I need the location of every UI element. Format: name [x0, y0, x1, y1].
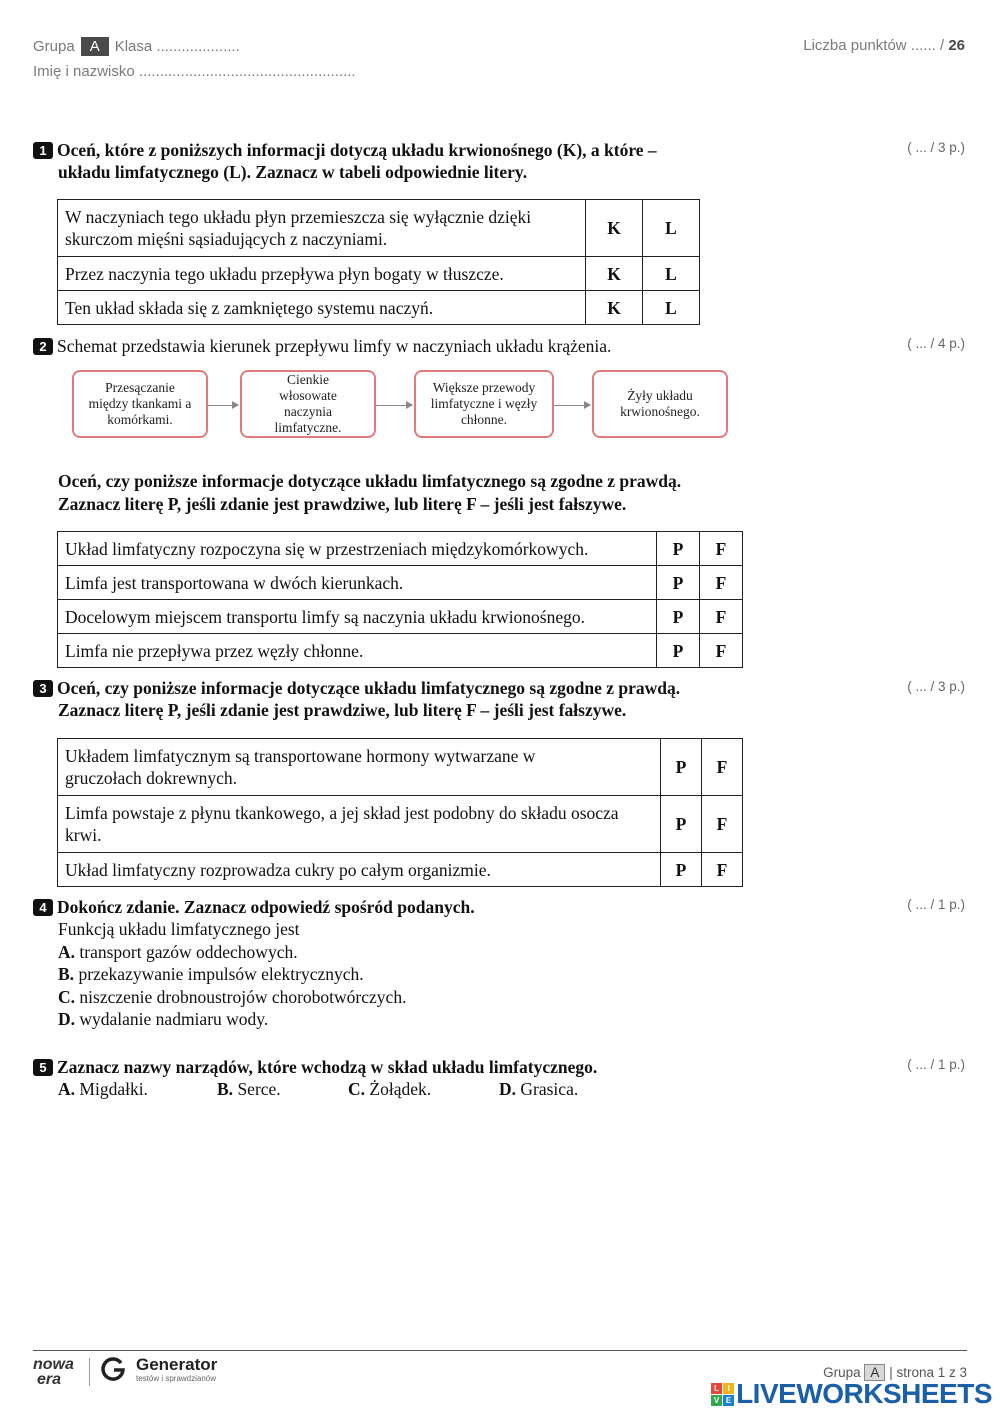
points-total: 26 [948, 37, 965, 54]
task1-points: ( ... / 3 p.) [907, 140, 965, 155]
answer-p[interactable]: P [657, 634, 700, 668]
answer-option[interactable]: C. niszczenie drobnoustrojów chorobotwórczych. [58, 986, 407, 1007]
table-row [58, 532, 743, 566]
task5-number: 5 [33, 1059, 53, 1076]
logo-separator [89, 1358, 90, 1386]
task2-instruction: Oceń, czy poniższe informacje dotyczące układu limfatycznego są zgodne z prawdą. Zaznacz literę P, jeśli zdanie jest prawdziwe, lub literę F – jeśli jest fałszywe. [58, 471, 682, 514]
statement-cell: Limfa powstaje z płynu tkankowego, a jej skład jest podobny do składu osocza krwi. [58, 796, 661, 853]
table-row [58, 291, 700, 325]
task2-number: 2 [33, 338, 53, 355]
task5-points: ( ... / 1 p.) [907, 1057, 965, 1072]
answer-p[interactable]: P [661, 853, 702, 887]
flow-step-4: Żyły układu krwionośnego. [592, 370, 728, 438]
liveworksheets-icon: L I V E [711, 1383, 734, 1406]
task5-title: Zaznacz nazwy narządów, które wchodzą w skład układu limfatycznego. [57, 1057, 598, 1077]
table-row [58, 853, 743, 887]
statement-cell: Układ limfatyczny rozpoczyna się w przestrzeniach międzykomórkowych. [58, 532, 657, 566]
answer-p[interactable]: P [657, 566, 700, 600]
task4-points: ( ... / 1 p.) [907, 897, 965, 912]
answer-k[interactable]: K [586, 291, 643, 325]
answer-f[interactable]: F [700, 600, 743, 634]
answer-option[interactable]: C. Żołądek. [348, 1079, 432, 1099]
class-field: Klasa .................... [114, 38, 240, 55]
answer-option[interactable]: A. transport gazów oddechowych. [58, 941, 298, 962]
statement-cell: Przez naczynia tego układu przepływa płyn bogaty w tłuszcze. [58, 257, 586, 291]
group-badge: A [81, 37, 109, 56]
task2-title: Schemat przedstawia kierunek przepływu limfy w naczyniach układu krążenia. [57, 336, 612, 356]
task3-heading [33, 677, 680, 721]
flow-step-1: Przesączanie między tkankami a komórkami. [72, 370, 208, 438]
footer-group-badge: A [864, 1364, 885, 1381]
header-group-row [33, 37, 240, 56]
page-indicator: | strona 1 z 3 [889, 1365, 967, 1380]
task4-body [58, 918, 406, 1031]
task3-title-line2: Zaznacz literę P, jeśli zdanie jest prawdziwe, lub literę F – jeśli jest fałszywe. [58, 700, 627, 720]
generator-logo: Generator testów i sprawdzianów [136, 1355, 218, 1383]
task2-points: ( ... / 4 p.) [907, 336, 965, 351]
answer-p[interactable]: P [657, 600, 700, 634]
answer-f[interactable]: F [702, 853, 743, 887]
task1-heading [33, 139, 657, 183]
answer-k[interactable]: K [586, 200, 643, 257]
points-label: Liczba punktów ...... / [803, 37, 945, 54]
answer-option[interactable]: A. Migdałki. [58, 1079, 148, 1099]
lymph-flow-diagram [72, 370, 732, 440]
flow-step-2: Cienkie włosowate naczynia limfatyczne. [240, 370, 376, 438]
statement-cell: Ten układ składa się z zamkniętego systemu naczyń. [58, 291, 586, 325]
points-summary [803, 37, 965, 54]
task3-title-line1: Oceń, czy poniższe informacje dotyczące układu limfatycznego są zgodne z prawdą. [57, 678, 681, 698]
task4-number: 4 [33, 899, 53, 916]
task1-number: 1 [33, 142, 53, 159]
task2-heading [33, 335, 611, 357]
answer-l[interactable]: L [643, 257, 700, 291]
answer-p[interactable]: P [661, 739, 702, 796]
flow-step-3: Większe przewody limfatyczne i węzły chłonne. [414, 370, 554, 438]
answer-f[interactable]: F [702, 796, 743, 853]
generator-logo-icon [100, 1356, 126, 1382]
table-row [58, 634, 743, 668]
answer-l[interactable]: L [643, 200, 700, 257]
task2-table [57, 531, 743, 668]
statement-cell: Układem limfatycznym są transportowane hormony wytwarzane w gruczołach dokrewnych. [58, 739, 661, 796]
task1-title-line1: Oceń, które z poniższych informacji dotyczą układu krwionośnego (K), a które – [57, 140, 657, 160]
answer-option[interactable]: B. Serce. [217, 1079, 281, 1099]
task3-points: ( ... / 3 p.) [907, 679, 965, 694]
answer-f[interactable]: F [700, 532, 743, 566]
statement-cell: Układ limfatyczny rozprowadza cukry po całym organizmie. [58, 853, 661, 887]
answer-p[interactable]: P [661, 796, 702, 853]
answer-option[interactable]: D. Grasica. [499, 1079, 579, 1099]
answer-p[interactable]: P [657, 532, 700, 566]
task3-number: 3 [33, 680, 53, 697]
arrow-icon [376, 405, 412, 406]
table-row [58, 257, 700, 291]
task5-heading [33, 1056, 597, 1078]
nowa-era-logo: nowa era [33, 1356, 74, 1388]
statement-cell: Limfa nie przepływa przez węzły chłonne. [58, 634, 657, 668]
task1-table [57, 199, 700, 325]
answer-option[interactable]: B. przekazywanie impulsów elektrycznych. [58, 964, 364, 985]
table-row [58, 600, 743, 634]
statement-cell: Limfa jest transportowana w dwóch kierunkach. [58, 566, 657, 600]
liveworksheets-watermark: L I V E LIVEWORKSHEETS [711, 1378, 992, 1410]
table-row [58, 796, 743, 853]
task4-heading [33, 896, 475, 918]
table-row [58, 739, 743, 796]
answer-option[interactable]: D. wydalanie nadmiaru wody. [58, 1009, 269, 1030]
statement-cell: W naczyniach tego układu płyn przemieszcza się wyłącznie dzięki skurczom mięśni sąsiadujących z naczyniami. [58, 200, 586, 257]
answer-l[interactable]: L [643, 291, 700, 325]
task4-title: Dokończ zdanie. Zaznacz odpowiedź spośród podanych. [57, 897, 475, 917]
group-label: Grupa [33, 38, 75, 55]
arrow-icon [208, 405, 238, 406]
footer-page-info: Grupa A | strona 1 z 3 [823, 1365, 967, 1380]
footer-divider [33, 1350, 967, 1351]
task1-title-line2: układu limfatycznego (L). Zaznacz w tabeli odpowiednie litery. [58, 162, 528, 182]
answer-k[interactable]: K [586, 257, 643, 291]
answer-f[interactable]: F [700, 634, 743, 668]
answer-f[interactable]: F [702, 739, 743, 796]
task3-table [57, 738, 743, 887]
statement-cell: Docelowym miejscem transportu limfy są naczynia układu krwionośnego. [58, 600, 657, 634]
task4-stem: Funkcją układu limfatycznego jest [58, 919, 300, 939]
arrow-icon [554, 405, 590, 406]
name-field: Imię i nazwisko .................................................... [33, 63, 356, 80]
table-row [58, 566, 743, 600]
answer-f[interactable]: F [700, 566, 743, 600]
table-row [58, 200, 700, 257]
